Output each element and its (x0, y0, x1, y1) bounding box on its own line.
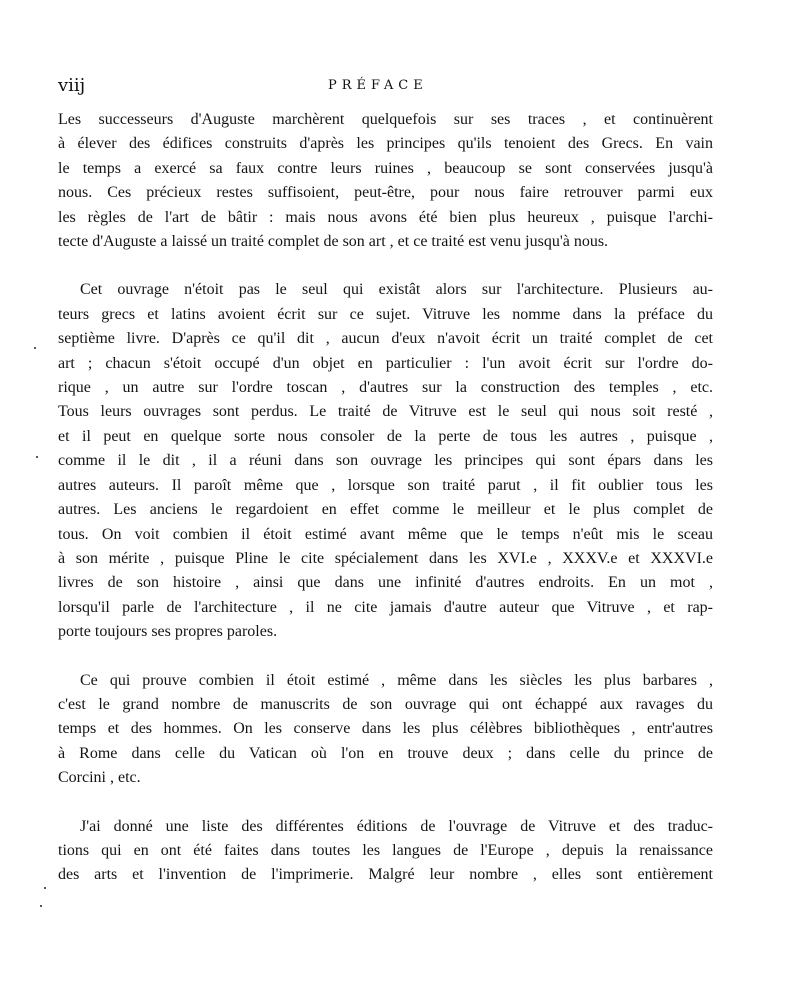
text-line: à élever des édifices construits d'après les principes qu'ils tenoient des Grecs. En vain (58, 135, 713, 153)
text-line: Corcini , etc. (58, 769, 141, 787)
text-line: tecte d'Auguste a laissé un traité complet de son art , et ce traité est venu jusqu'à nous. (58, 233, 609, 251)
page-body (58, 76, 713, 912)
text-line: livres de son histoire , ainsi que dans une infinité d'autres endroits. En un mot , (58, 574, 713, 592)
text-line: c'est le grand nombre de manuscrits de son ouvrage qui ont échappé aux ravages du (58, 695, 713, 713)
paragraph-4 (58, 815, 713, 888)
paragraph-2 (58, 278, 713, 644)
text-line: autres auteurs. Il paroît même que , lorsque son traité parut , il fit oublier tous les (58, 476, 713, 494)
text-line: rique , un autre sur l'ordre toscan , d'autres sur la construction des temples , etc. (58, 379, 713, 397)
text-line: Ce qui prouve combien il étoit estimé , même dans les siècles les plus barbares , (80, 671, 713, 689)
paragraph-1 (58, 108, 713, 254)
text-line: lorsqu'il parle de l'architecture , il ne cite jamais d'autre auteur que Vitruve , et rap- (58, 598, 713, 616)
text-line: à Rome dans celle du Vatican où l'on en trouve deux ; dans celle du prince de (58, 744, 713, 762)
text-line: J'ai donné une liste des différentes éditions de l'ouvrage de Vitruve et des traduc- (80, 817, 713, 835)
paper-speck (44, 887, 46, 889)
text-line: et il peut en quelque sorte nous consoler de la perte de tous les autres , puisque , (58, 427, 713, 445)
paper-speck (36, 456, 38, 458)
text-line: autres. Les anciens le regardoient en effet comme le meilleur et le plus complet de (58, 501, 713, 519)
text-line: porte toujours ses propres paroles. (58, 623, 278, 641)
text-line: les règles de l'art de bâtir : mais nous avons été bien plus heureux , puisque l'archi- (58, 208, 713, 226)
text-line: teurs grecs et latins avoient écrit sur ce sujet. Vitruve les nomme dans la préface du (58, 305, 713, 323)
text-line: comme il le dit , il a réuni dans son ouvrage les principes qui sont épars dans les (58, 452, 713, 470)
paper-speck (40, 905, 42, 907)
paragraph-3 (58, 669, 713, 791)
text-line: des arts et l'invention de l'imprimerie. Malgré leur nombre , elles sont entièrement (58, 866, 713, 884)
text-line: Tous leurs ouvrages sont perdus. Le traité de Vitruve est le seul qui nous soit resté , (58, 403, 713, 421)
text-line: temps et des hommes. On les conserve dans les plus célèbres bibliothèques , entr'autres (58, 720, 713, 738)
page-number: viij (58, 75, 86, 96)
paper-speck (34, 347, 36, 349)
text-line: à son mérite , puisque Pline le cite spécialement dans les XVI.e , XXXV.e et XXXVI.e (58, 549, 713, 567)
text-line: art ; chacun s'étoit occupé d'un objet en particulier : l'un avoit écrit sur l'ordre do- (58, 354, 713, 372)
text-line: nous. Ces précieux restes suffisoient, peut-être, pour nous faire retrouver parmi eux (58, 184, 713, 202)
text-line: tous. On voit combien il étoit estimé avant même que le temps n'eût mis le sceau (58, 525, 713, 543)
running-head: PRÉFACE (328, 78, 428, 93)
text-line: le temps a exercé sa faux contre leurs ruines , beaucoup se sont conservées jusqu'à (58, 159, 713, 177)
text-line: Les successeurs d'Auguste marchèrent quelquefois sur ses traces , et continuèrent (58, 111, 713, 128)
text-line: tions qui en ont été faites dans toutes les langues de l'Europe , depuis la renaissance (58, 841, 713, 859)
text-line: septième livre. D'après ce qu'il dit , aucun d'eux n'avoit écrit un traité complet de cet (58, 330, 713, 348)
text-line: Cet ouvrage n'étoit pas le seul qui existât alors sur l'architecture. Plusieurs au- (80, 281, 713, 299)
page-header (58, 76, 713, 100)
